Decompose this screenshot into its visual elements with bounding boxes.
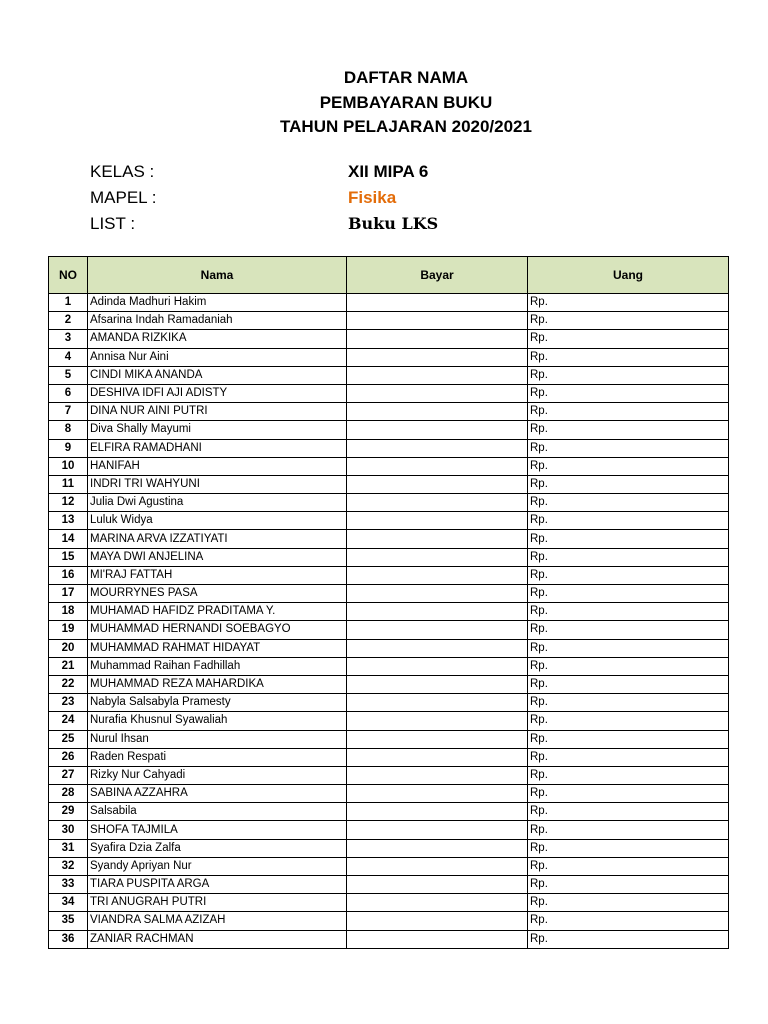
row-nama-cell: MUHAMMAD HERNANDI SOEBAGYO [88,621,347,639]
row-bayar-cell[interactable] [347,894,528,912]
row-nama-cell: Muhammad Raihan Fadhillah [88,657,347,675]
table-row [49,585,729,603]
row-nama-cell: Adinda Madhuri Hakim [88,294,347,312]
row-bayar-cell[interactable] [347,712,528,730]
table-row [49,621,729,639]
row-uang-cell: Rp. [528,839,729,857]
row-uang-cell: Rp. [528,457,729,475]
row-nama-cell: Syafira Dzia Zalfa [88,839,347,857]
row-bayar-cell[interactable] [347,766,528,784]
row-bayar-cell[interactable] [347,821,528,839]
table-row [49,857,729,875]
row-uang-cell: Rp. [528,675,729,693]
row-uang-cell: Rp. [528,912,729,930]
table-row [49,894,729,912]
row-no-cell: 3 [49,330,88,348]
table-row [49,821,729,839]
row-bayar-cell[interactable] [347,384,528,402]
table-row [49,512,729,530]
row-uang-cell: Rp. [528,348,729,366]
row-no-cell: 23 [49,694,88,712]
row-bayar-cell[interactable] [347,475,528,493]
table-row [49,603,729,621]
row-uang-cell: Rp. [528,421,729,439]
row-no-cell: 28 [49,785,88,803]
row-bayar-cell[interactable] [347,639,528,657]
row-bayar-cell[interactable] [347,294,528,312]
mapel-value: Fisika [348,188,397,207]
row-nama-cell: SABINA AZZAHRA [88,785,347,803]
row-uang-cell: Rp. [528,694,729,712]
row-no-cell: 35 [49,912,88,930]
table-row [49,366,729,384]
row-bayar-cell[interactable] [347,675,528,693]
header-nama: Nama [88,257,347,294]
row-uang-cell: Rp. [528,366,729,384]
row-no-cell: 19 [49,621,88,639]
row-no-cell: 8 [49,421,88,439]
row-uang-cell: Rp. [528,876,729,894]
row-uang-cell: Rp. [528,639,729,657]
row-nama-cell: MI'RAJ FATTAH [88,566,347,584]
row-no-cell: 5 [49,366,88,384]
row-no-cell: 4 [49,348,88,366]
table-row [49,876,729,894]
row-nama-cell: Diva Shally Mayumi [88,421,347,439]
table-row [49,475,729,493]
row-uang-cell: Rp. [528,439,729,457]
table-header-row [49,257,729,294]
row-bayar-cell[interactable] [347,657,528,675]
row-bayar-cell[interactable] [347,603,528,621]
row-no-cell: 20 [49,639,88,657]
row-bayar-cell[interactable] [347,348,528,366]
row-no-cell: 31 [49,839,88,857]
row-nama-cell: MARINA ARVA IZZATIYATI [88,530,347,548]
row-uang-cell: Rp. [528,603,729,621]
row-nama-cell: Rizky Nur Cahyadi [88,766,347,784]
row-nama-cell: AMANDA RIZKIKA [88,330,347,348]
row-nama-cell: TIARA PUSPITA ARGA [88,876,347,894]
table-row [49,748,729,766]
row-nama-cell: Afsarina Indah Ramadaniah [88,312,347,330]
table-row [49,766,729,784]
list-label: LIST : [90,214,136,233]
kelas-label: KELAS : [90,162,155,181]
row-nama-cell: Syandy Apriyan Nur [88,857,347,875]
table-row [49,803,729,821]
row-uang-cell: Rp. [528,475,729,493]
row-nama-cell: SHOFA TAJMILA [88,821,347,839]
table-row [49,839,729,857]
row-bayar-cell[interactable] [347,857,528,875]
row-no-cell: 26 [49,748,88,766]
row-no-cell: 1 [49,294,88,312]
row-no-cell: 22 [49,675,88,693]
table-row [49,439,729,457]
row-bayar-cell[interactable] [347,748,528,766]
table-row [49,712,729,730]
header-uang: Uang [528,257,729,294]
table-row [49,403,729,421]
row-uang-cell: Rp. [528,384,729,402]
header-bayar: Bayar [347,257,528,294]
row-bayar-cell[interactable] [347,439,528,457]
table-row [49,530,729,548]
row-bayar-cell[interactable] [347,785,528,803]
row-no-cell: 17 [49,585,88,603]
table-row [49,548,729,566]
row-bayar-cell[interactable] [347,366,528,384]
row-bayar-cell[interactable] [347,403,528,421]
table-row [49,421,729,439]
table-row [49,730,729,748]
row-no-cell: 34 [49,894,88,912]
row-nama-cell: Nurul Ihsan [88,730,347,748]
row-bayar-cell[interactable] [347,621,528,639]
table-row [49,384,729,402]
row-uang-cell: Rp. [528,294,729,312]
row-uang-cell: Rp. [528,330,729,348]
row-nama-cell: MAYA DWI ANJELINA [88,548,347,566]
row-uang-cell: Rp. [528,930,729,948]
row-bayar-cell[interactable] [347,876,528,894]
table-row [49,694,729,712]
row-nama-cell: MUHAMMAD REZA MAHARDIKA [88,675,347,693]
row-bayar-cell[interactable] [347,312,528,330]
row-bayar-cell[interactable] [347,457,528,475]
row-no-cell: 13 [49,512,88,530]
table-row [49,494,729,512]
kelas-value: XII MIPA 6 [348,162,429,181]
row-nama-cell: VIANDRA SALMA AZIZAH [88,912,347,930]
row-bayar-cell[interactable] [347,730,528,748]
row-nama-cell: HANIFAH [88,457,347,475]
table-row [49,657,729,675]
row-bayar-cell[interactable] [347,839,528,857]
table-row [49,675,729,693]
row-no-cell: 14 [49,530,88,548]
row-nama-cell: Julia Dwi Agustina [88,494,347,512]
row-nama-cell: Annisa Nur Aini [88,348,347,366]
row-uang-cell: Rp. [528,730,729,748]
row-uang-cell: Rp. [528,566,729,584]
row-no-cell: 21 [49,657,88,675]
row-no-cell: 9 [49,439,88,457]
row-uang-cell: Rp. [528,857,729,875]
row-bayar-cell[interactable] [347,694,528,712]
table-row [49,566,729,584]
row-no-cell: 36 [49,930,88,948]
row-nama-cell: ELFIRA RAMADHANI [88,439,347,457]
row-no-cell: 18 [49,603,88,621]
row-uang-cell: Rp. [528,785,729,803]
row-no-cell: 11 [49,475,88,493]
row-bayar-cell[interactable] [347,530,528,548]
row-nama-cell: Nabyla Salsabyla Pramesty [88,694,347,712]
table-row [49,639,729,657]
row-no-cell: 32 [49,857,88,875]
table-row [49,312,729,330]
row-bayar-cell[interactable] [347,494,528,512]
row-no-cell: 10 [49,457,88,475]
row-uang-cell: Rp. [528,585,729,603]
row-no-cell: 12 [49,494,88,512]
row-no-cell: 16 [49,566,88,584]
row-no-cell: 30 [49,821,88,839]
row-uang-cell: Rp. [528,712,729,730]
row-uang-cell: Rp. [528,512,729,530]
payment-table [48,256,729,949]
row-no-cell: 29 [49,803,88,821]
row-uang-cell: Rp. [528,894,729,912]
row-uang-cell: Rp. [528,748,729,766]
row-uang-cell: Rp. [528,403,729,421]
row-uang-cell: Rp. [528,803,729,821]
row-nama-cell: DESHIVA IDFI AJI ADISTY [88,384,347,402]
row-bayar-cell[interactable] [347,585,528,603]
title-line-2: PEMBAYARAN BUKU [319,92,493,112]
row-bayar-cell[interactable] [347,512,528,530]
row-nama-cell: INDRI TRI WAHYUNI [88,475,347,493]
row-uang-cell: Rp. [528,530,729,548]
row-nama-cell: CINDI MIKA ANANDA [88,366,347,384]
row-bayar-cell[interactable] [347,330,528,348]
table-row [49,785,729,803]
table-row [49,330,729,348]
row-bayar-cell[interactable] [347,930,528,948]
row-no-cell: 24 [49,712,88,730]
table-row [49,930,729,948]
table-body [49,294,729,949]
table-row [49,348,729,366]
row-no-cell: 27 [49,766,88,784]
title-line-3: TAHUN PELAJARAN 2020/2021 [280,117,532,136]
row-no-cell: 6 [49,384,88,402]
row-uang-cell: Rp. [528,621,729,639]
title-line-1: DAFTAR NAMA [343,68,469,87]
document-title [0,66,768,140]
row-nama-cell: MUHAMMAD RAHMAT HIDAYAT [88,639,347,657]
row-bayar-cell[interactable] [347,566,528,584]
row-uang-cell: Rp. [528,821,729,839]
row-nama-cell: DINA NUR AINI PUTRI [88,403,347,421]
row-no-cell: 33 [49,876,88,894]
row-nama-cell: MOURRYNES PASA [88,585,347,603]
mapel-label: MAPEL : [90,188,157,207]
row-bayar-cell[interactable] [347,912,528,930]
row-no-cell: 15 [49,548,88,566]
row-nama-cell: Luluk Widya [88,512,347,530]
row-uang-cell: Rp. [528,766,729,784]
row-nama-cell: Nurafia Khusnul Syawaliah [88,712,347,730]
row-nama-cell: Raden Respati [88,748,347,766]
row-nama-cell: MUHAMAD HAFIDZ PRADITAMA Y. [88,603,347,621]
row-no-cell: 2 [49,312,88,330]
table-row [49,912,729,930]
list-value: Buku LKS [348,214,439,233]
row-no-cell: 25 [49,730,88,748]
row-bayar-cell[interactable] [347,548,528,566]
row-uang-cell: Rp. [528,494,729,512]
row-bayar-cell[interactable] [347,421,528,439]
header-no: NO [49,257,88,294]
row-nama-cell: TRI ANUGRAH PUTRI [88,894,347,912]
row-uang-cell: Rp. [528,312,729,330]
table-row [49,294,729,312]
table-row [49,457,729,475]
row-nama-cell: Salsabila [88,803,347,821]
row-uang-cell: Rp. [528,548,729,566]
row-uang-cell: Rp. [528,657,729,675]
row-bayar-cell[interactable] [347,803,528,821]
row-no-cell: 7 [49,403,88,421]
row-nama-cell: ZANIAR RACHMAN [88,930,347,948]
